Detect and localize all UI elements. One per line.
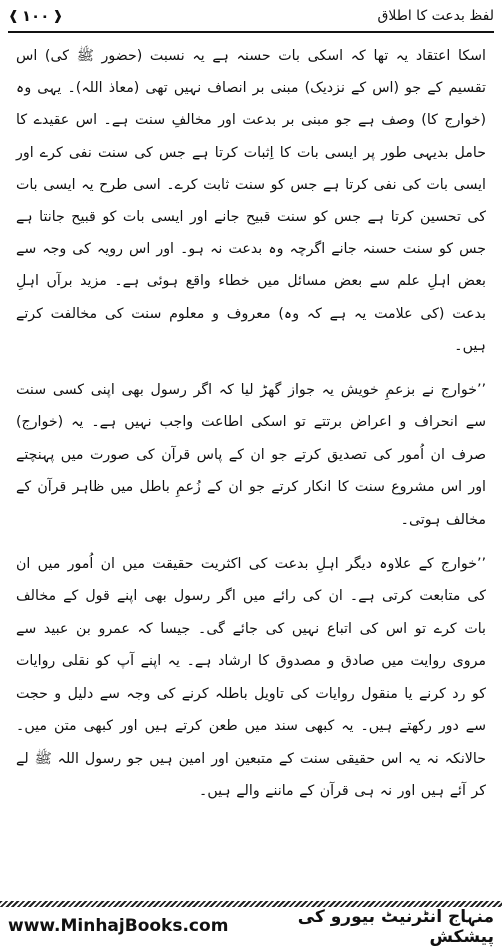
ornament-left-icon: ❰	[8, 8, 19, 24]
presenter-credit: منہاج انٹرنیٹ بیورو کی پیشکش	[297, 906, 494, 947]
page-header	[8, 2, 494, 30]
paragraph-3: ’’خوارج کے علاوہ دیگر اہلِ بدعت کی اکثریت حقیقت میں ان اُمور میں ان کی متابعت کرتی ہے۔ ان کی رائے میں اگر رسول بھی اپنے قول کے مخالف بات کرے تو اس کی اتباع نہیں کی جائے گی۔ جیسا کہ عمرو بن عبید سے مروی روایت میں صادق و مصدوق کا ارشاد ہے۔ یہ اپنے آپ کو نقلی روایات کو رد کرنے یا منقول روایات کی تاویل باطلہ کرنے کی وجہ سے دلیل و حجت سے دور رکھتے ہیں۔ یہ کبھی سند میں طعن کرتے ہیں اور کبھی متن میں۔ حالانکہ نہ یہ اس حقیقی سنت کے متبعین اور امین ہیں جو رسول اللہ ﷺ لے کر آئے ہیں اور نہ ہی قرآن کے ماننے والے ہیں۔	[16, 556, 486, 799]
ornament-right-icon: ❱	[52, 8, 64, 24]
body-text	[16, 40, 486, 819]
paragraph-1: اسکا اعتقاد یہ تھا کہ اسکی بات حسنہ ہے یہ نسبت (حضور ﷺ کی) اس تقسیم کے جو (اس کے نزدیک) مبنی بر انصاف نہیں تھی (معاذ اللہ)۔ یہی وہ (خوارج کا) وصف ہے جو مبنی بر بدعت اور مخالفِ سنت ہے۔ اس عقیدے کا حامل بدیہی طور پر ایسی بات کا اِثبات کرتا ہے جس کی سنت نفی کرے اور ایسی بات کی نفی کرتا ہے جس کو سنت ثابت کرے۔ اسی طرح یہ ایسی بات کی تحسین کرتا ہے جس کو سنت قبیح جانے اور ایسی بات کو قبیح جانتا ہے جس کو سنت حسنہ جانے اگرچہ وہ بدعت نہ ہو۔ اور اس رویہ کی وجہ سے بعض اہلِ علم سے بعض مسائل میں خطاء واقع ہوئی ہے۔ مزید برآں اہلِ بدعت (کی علامت یہ ہے کہ وہ) معروف و معلوم سنت کی مخالفت کرتے ہیں۔	[16, 48, 486, 354]
running-title: لفظ بدعت کا اطلاق	[377, 8, 494, 24]
page-footer	[8, 906, 494, 947]
header-divider	[8, 31, 494, 33]
page-number-group	[8, 7, 63, 25]
page-number: ١٠٠	[21, 7, 50, 25]
website-link[interactable]: www.MinhajBooks.com	[8, 916, 229, 936]
paragraph-2: ’’خوارج نے بزعمِ خویش یہ جواز گھڑ لیا کہ اگر رسول بھی اپنی کسی سنت سے انحراف و اعراض برتتے تو اسکی اطاعت واجب نہیں ہے۔ یہ (خوارج) صرف ان اُمور کی تصدیق کرتے جو ان کے پاس قرآن کی صورت میں پہنچتے اور اس مشروع سنت کا انکار کرتے جو ان کے زُعمِ باطل میں ظاہر قرآن کے مخالف ہوتی۔	[16, 382, 486, 528]
